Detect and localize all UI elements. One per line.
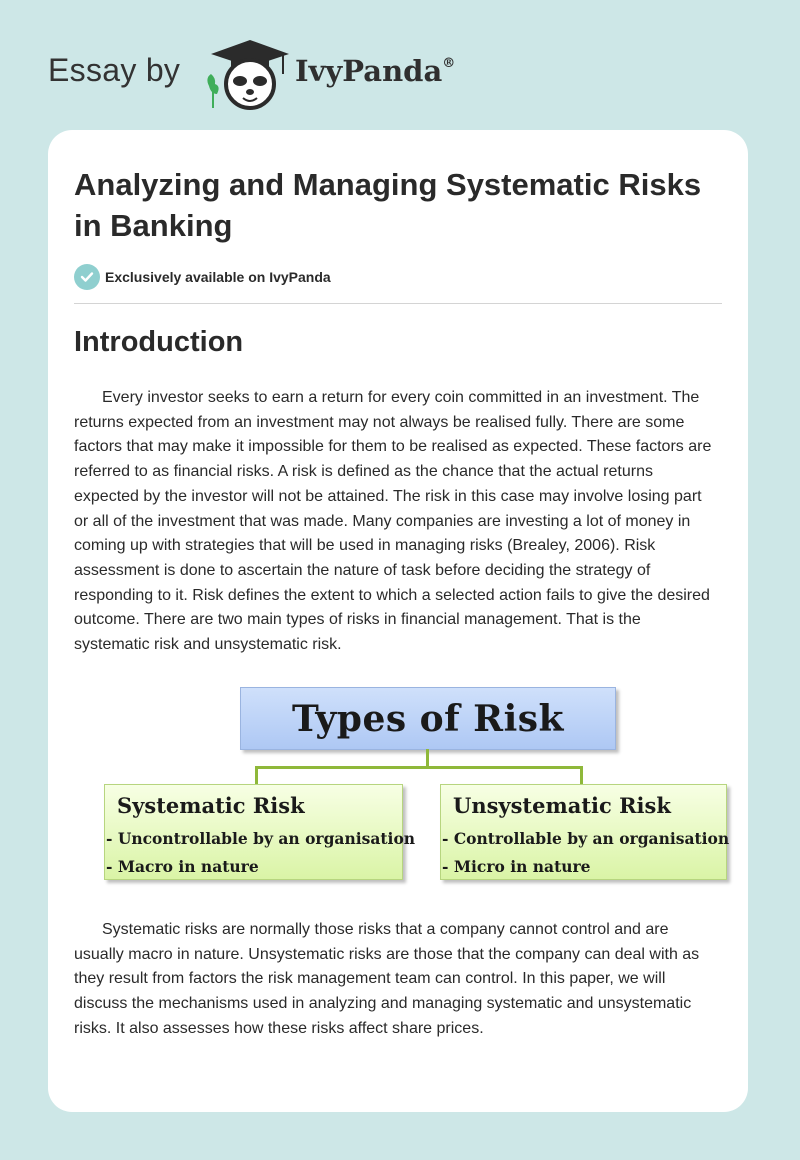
- essay-by-label: Essay by: [48, 52, 181, 88]
- connector-line: [426, 749, 429, 767]
- brand-text: IvyPanda: [295, 54, 443, 88]
- site-header: [48, 34, 748, 114]
- section-heading: Introduction: [74, 326, 244, 358]
- paragraph-2: Systematic risks are normally those risks that a company cannot control and are usually macro in nature. Unsystematic risks are those that the company can deal with as they result from factors the risk management team can control. In this paper, we will discuss the mechanisms used in analyzing and managing systematic and unsystematic risks. It also assesses how these risks affect share prices.: [74, 921, 700, 1037]
- panda-graduate-icon: [203, 34, 293, 114]
- risk-heading: Systematic Risk: [117, 793, 305, 818]
- essay-title: Analyzing and Managing Systematic Risks in Banking: [74, 167, 702, 243]
- figure-title-box: [240, 687, 616, 750]
- types-of-risk-figure: [94, 682, 730, 892]
- risk-item: - Uncontrollable by an organisation: [106, 829, 416, 848]
- risk-item: - Macro in nature: [106, 857, 259, 876]
- risk-item: - Controllable by an organisation: [442, 829, 730, 848]
- systematic-risk-box: [104, 784, 416, 880]
- figure-title: Types of Risk: [292, 697, 564, 740]
- brand-name[interactable]: [295, 54, 455, 88]
- ivypanda-logo[interactable]: [203, 34, 293, 114]
- risk-item: - Micro in nature: [442, 857, 591, 876]
- unsystematic-risk-box: [440, 784, 730, 880]
- risk-heading: Unsystematic Risk: [453, 793, 671, 818]
- exclusive-badge: [74, 264, 474, 290]
- registered-mark: ®: [442, 56, 456, 71]
- badge-text: Exclusively available on IvyPanda: [105, 269, 331, 285]
- check-icon: [74, 264, 100, 290]
- connector-line: [255, 766, 583, 769]
- paragraph-1: Every investor seeks to earn a return for every coin committed in an investment. The returns expected from an investment may not always be realised fully. There are some factors that may make it impossible for them to be realised as expected. These factors are referred to as financial risks. A risk is defined as the chance that the actual returns expected by the investor will not be attained. The risk in this case may involve losing part or all of the investment that was made. Many companies are investing a lot of money in coming up with strategies that will be used in managing risks (Brealey, 2006). Risk assessment is done to ascertain the nature of task before deciding the strategy of responding to it. Risk defines the extent to which a selected action fails to give the desired outcome. There are two main types of risks in financial management. That is the systematic risk and unsystematic risk.: [74, 389, 712, 654]
- connector-line: [580, 766, 583, 785]
- essay-card: [48, 130, 748, 1112]
- connector-line: [255, 766, 258, 785]
- divider: [74, 303, 722, 304]
